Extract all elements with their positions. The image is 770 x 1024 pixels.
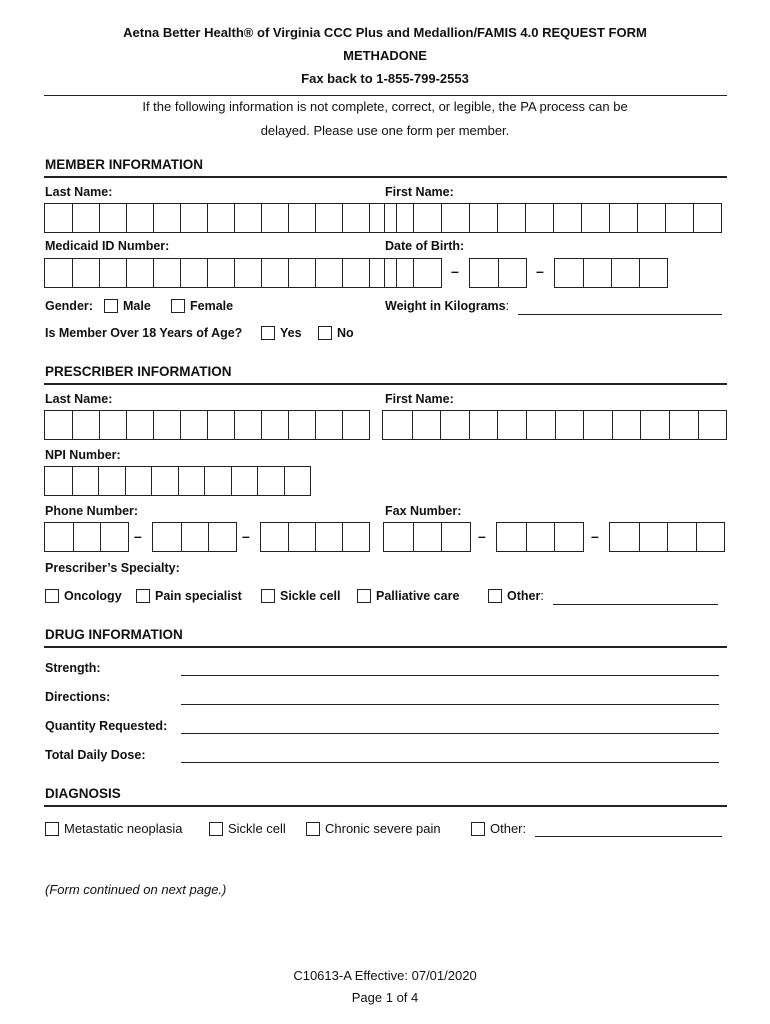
gender-label: Gender:: [45, 299, 93, 313]
header-divider: [44, 95, 727, 96]
diagnosis-section-title: DIAGNOSIS: [45, 786, 121, 801]
prescriber-section-rule: [44, 383, 727, 385]
notice-line-2: delayed. Please use one form per member.: [260, 123, 510, 138]
over-18-yes-option[interactable]: Yes: [261, 326, 302, 340]
weight-input-line[interactable]: [518, 314, 722, 315]
specialty-label: Prescriber’s Specialty:: [45, 561, 180, 575]
dob-year-field[interactable]: [554, 258, 668, 288]
pain-specialist-checkbox[interactable]: [136, 589, 150, 603]
member-last-name-label: Last Name:: [45, 185, 113, 199]
form-continued-note: (Form continued on next page.): [45, 882, 227, 897]
prescriber-last-name-label: Last Name:: [45, 392, 113, 406]
dob-label: Date of Birth:: [385, 239, 465, 253]
gender-female-option[interactable]: Female: [171, 299, 233, 313]
fax-number-header: Fax back to 1-855-799-2553: [301, 71, 469, 86]
member-section-title: MEMBER INFORMATION: [45, 157, 203, 172]
specialty-pain-option[interactable]: Pain specialist: [136, 589, 242, 603]
over-18-label: Is Member Over 18 Years of Age?: [45, 326, 243, 340]
female-checkbox[interactable]: [171, 299, 185, 313]
phone-label: Phone Number:: [45, 504, 139, 518]
dob-separator-1: –: [451, 263, 459, 279]
specialty-oncology-option[interactable]: Oncology: [45, 589, 122, 603]
fax-line-field[interactable]: [609, 522, 725, 552]
prescriber-last-name-field[interactable]: [44, 410, 370, 440]
other-specialty-input-line[interactable]: [553, 604, 718, 605]
medicaid-id-label: Medicaid ID Number:: [45, 239, 170, 253]
member-first-name-field[interactable]: [384, 203, 722, 233]
male-checkbox[interactable]: [104, 299, 118, 313]
member-last-name-field[interactable]: [44, 203, 397, 233]
dob-separator-2: –: [536, 263, 544, 279]
drug-section-title: DRUG INFORMATION: [45, 627, 183, 642]
fax-label: Fax Number:: [385, 504, 462, 518]
diagnosis-sickle-cell-option[interactable]: Sickle cell: [209, 821, 286, 836]
specialty-other-option[interactable]: Other:: [488, 589, 544, 603]
form-title: Aetna Better Health® of Virginia CCC Plus and Medallion/FAMIS 4.0 REQUEST FORM: [123, 25, 647, 40]
medicaid-id-field[interactable]: [44, 258, 397, 288]
daily-dose-label: Total Daily Dose:: [45, 748, 146, 762]
directions-input-line[interactable]: [181, 704, 719, 705]
diagnosis-metastatic-option[interactable]: Metastatic neoplasia: [45, 821, 183, 836]
specialty-palliative-option[interactable]: Palliative care: [357, 589, 459, 603]
phone-line-field[interactable]: [260, 522, 370, 552]
form-id-effective-date: C10613-A Effective: 07/01/2020: [293, 968, 477, 983]
quantity-label: Quantity Requested:: [45, 719, 168, 733]
member-first-name-label: First Name:: [385, 185, 454, 199]
phone-prefix-field[interactable]: [152, 522, 237, 552]
dob-day-field[interactable]: [469, 258, 527, 288]
drug-section-rule: [44, 646, 727, 648]
npi-field[interactable]: [44, 466, 311, 496]
specialty-sickle-cell-option[interactable]: Sickle cell: [261, 589, 340, 603]
npi-label: NPI Number:: [45, 448, 121, 462]
quantity-input-line[interactable]: [181, 733, 719, 734]
notice-line-1: If the following information is not complete, correct, or legible, the PA process can be: [142, 99, 628, 114]
over-18-no-option[interactable]: No: [318, 326, 354, 340]
fax-area-code-field[interactable]: [383, 522, 471, 552]
phone-separator-2: –: [242, 528, 250, 544]
palliative-care-checkbox[interactable]: [357, 589, 371, 603]
prescriber-first-name-label: First Name:: [385, 392, 454, 406]
phone-separator-1: –: [134, 528, 142, 544]
page-number: Page 1 of 4: [351, 990, 419, 1005]
metastatic-neoplasia-checkbox[interactable]: [45, 822, 59, 836]
weight-label: Weight in Kilograms:: [385, 299, 510, 313]
prescriber-section-title: PRESCRIBER INFORMATION: [45, 364, 232, 379]
oncology-checkbox[interactable]: [45, 589, 59, 603]
drug-name-title: METHADONE: [343, 48, 427, 63]
directions-label: Directions:: [45, 690, 111, 704]
other-diagnosis-checkbox[interactable]: [471, 822, 485, 836]
diagnosis-chronic-pain-option[interactable]: Chronic severe pain: [306, 821, 441, 836]
sickle-cell-checkbox[interactable]: [261, 589, 275, 603]
phone-area-code-field[interactable]: [44, 522, 129, 552]
strength-label: Strength:: [45, 661, 101, 675]
fax-prefix-field[interactable]: [496, 522, 584, 552]
chronic-severe-pain-checkbox[interactable]: [306, 822, 320, 836]
other-diagnosis-input-line[interactable]: [535, 836, 722, 837]
daily-dose-input-line[interactable]: [181, 762, 719, 763]
dob-month-field[interactable]: [384, 258, 442, 288]
member-section-rule: [44, 176, 727, 178]
fax-separator-2: –: [591, 528, 599, 544]
gender-male-option[interactable]: Male: [104, 299, 151, 313]
diagnosis-other-option[interactable]: Other:: [471, 821, 526, 836]
prescriber-first-name-field[interactable]: [382, 410, 727, 440]
other-specialty-checkbox[interactable]: [488, 589, 502, 603]
diagnosis-section-rule: [44, 805, 727, 807]
fax-separator-1: –: [478, 528, 486, 544]
yes-checkbox[interactable]: [261, 326, 275, 340]
strength-input-line[interactable]: [181, 675, 719, 676]
no-checkbox[interactable]: [318, 326, 332, 340]
diagnosis-sickle-cell-checkbox[interactable]: [209, 822, 223, 836]
